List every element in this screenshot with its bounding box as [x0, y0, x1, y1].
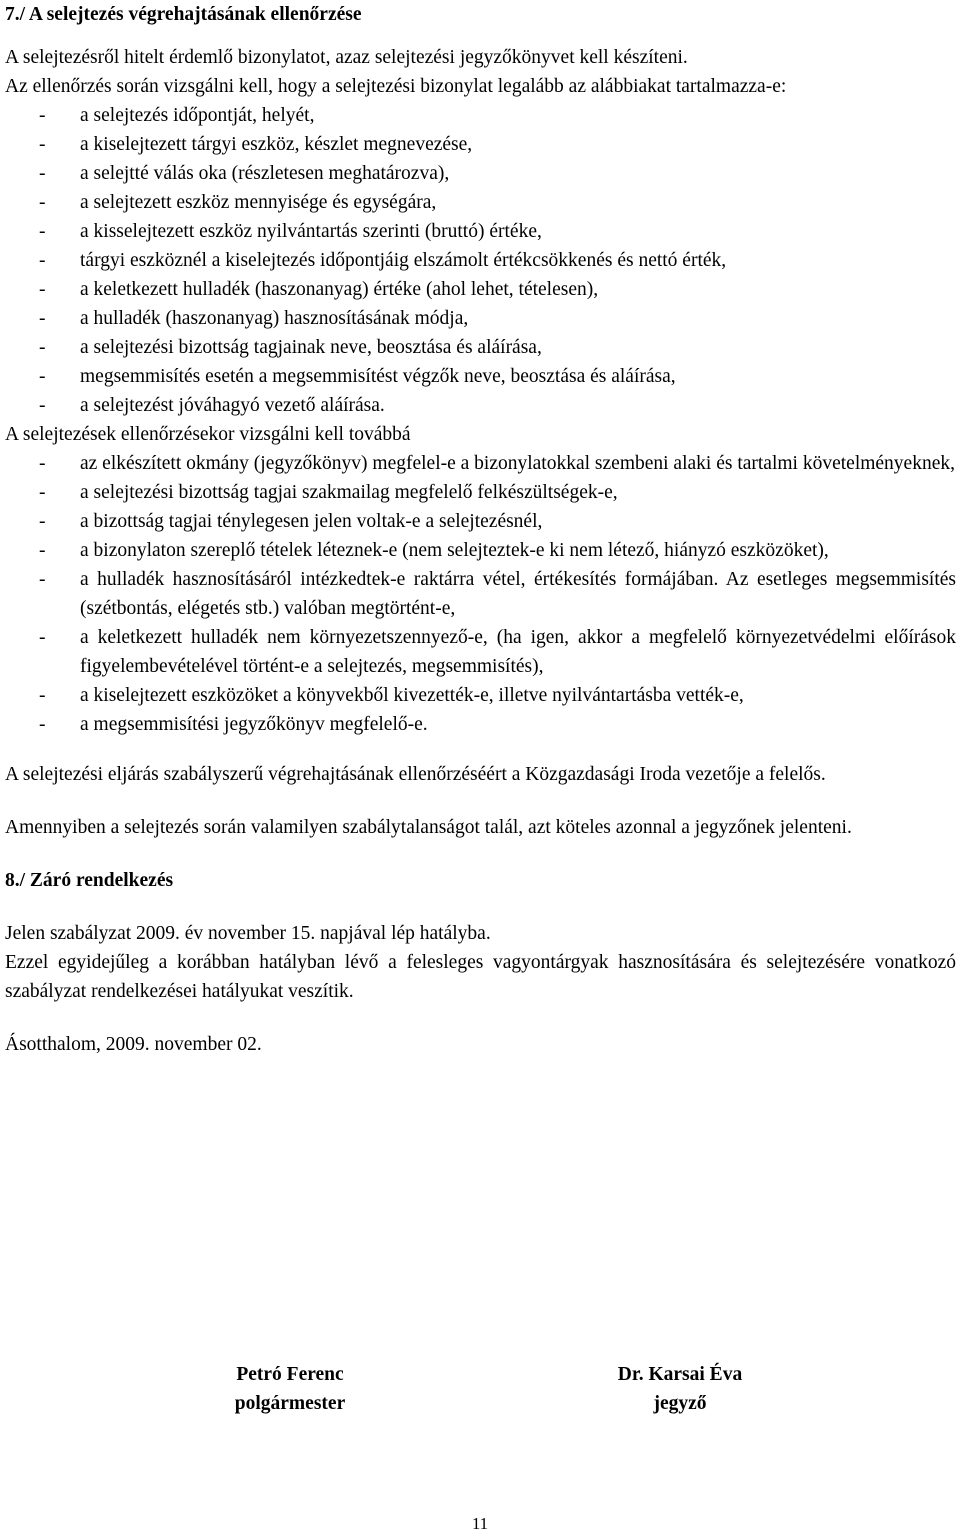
checklist-contents	[5, 101, 956, 420]
list-item: - a selejtté válás oka (részletesen meghatározva),	[5, 159, 956, 188]
list-item: - a selejtezés időpontját, helyét,	[5, 101, 956, 130]
list-item: - a keletkezett hulladék nem környezetszennyező-e, (ha igen, akkor a megfelelő környezetvédelmi előírások figyelembevételével történt-e a selejtezés, megsemmisítés),	[5, 623, 956, 681]
list-item: - a keletkezett hulladék (haszonanyag) értéke (ahol lehet, tételesen),	[5, 275, 956, 304]
list-item: - a selejtezési bizottság tagjai szakmailag megfelelő felkészültségek-e,	[5, 478, 956, 507]
list-item: - a bizottság tagjai ténylegesen jelen voltak-e a selejtezésnél,	[5, 507, 956, 536]
list-item: - a hulladék (haszonanyag) hasznosításának módja,	[5, 304, 956, 333]
section-8-paragraph-2: Ezzel egyidejűleg a korábban hatályban lévő a felesleges vagyontárgyak hasznosítására és selejtezésére vonatkozó szabályzat rendelkezései hatályukat veszítik.	[5, 952, 956, 1002]
list-item: - a kiselejtezett eszközöket a könyvekből kivezették-e, illetve nyilvántartásba vették-e,	[5, 681, 956, 710]
list-item: - a hulladék hasznosításáról intézkedtek-e raktárra vétel, értékesítés formájában. Az esetleges megsemmisítés (szétbontás, elégetés stb.) valóban megtörtént-e,	[5, 565, 956, 623]
signature-block-notary	[580, 1360, 780, 1418]
list-item: - a selejtezett eszköz mennyisége és egységára,	[5, 188, 956, 217]
section-7-heading: 7./ A selejtezés végrehajtásának ellenőrzése	[5, 4, 362, 25]
signature-name: Petró Ferenc	[236, 1364, 344, 1385]
list-item: - a selejtezést jóváhagyó vezető aláírása.	[5, 391, 956, 420]
page-number: 11	[471, 1514, 489, 1533]
section-8-paragraph-1: Jelen szabályzat 2009. év november 15. napjával lép hatályba.	[5, 923, 491, 944]
section-8-heading: 8./ Záró rendelkezés	[5, 870, 174, 891]
signature-title: polgármester	[234, 1393, 346, 1414]
list-item: - a kisselejtezett eszköz nyilvántartás szerinti (bruttó) értéke,	[5, 217, 956, 246]
section-7-paragraph-5: Amennyiben a selejtezés során valamilyen szabálytalanságot talál, azt köteles azonnal a jegyzőnek jelenteni.	[5, 817, 852, 838]
section-7-paragraph-1: A selejtezésről hitelt érdemlő bizonylatot, azaz selejtezési jegyzőkönyvet kell készíteni.	[5, 47, 688, 68]
list-item: - a kiselejtezett tárgyi eszköz, készlet megnevezése,	[5, 130, 956, 159]
place-and-date: Ásotthalom, 2009. november 02.	[5, 1034, 262, 1055]
section-7-paragraph-3: A selejtezések ellenőrzésekor vizsgálni kell továbbá	[5, 424, 411, 445]
section-7-paragraph-2: Az ellenőrzés során vizsgálni kell, hogy a selejtezési bizonylat legalább az alábbiakat tartalmazza-e:	[5, 76, 787, 97]
signature-title: jegyző	[653, 1393, 707, 1414]
signature-name: Dr. Karsai Éva	[617, 1364, 743, 1385]
list-item: - az elkészített okmány (jegyzőkönyv) megfelel-e a bizonylatokkal szembeni alaki és tartalmi követelményeknek,	[5, 449, 956, 478]
list-item: - a bizonylaton szereplő tételek léteznek-e (nem selejteztek-e ki nem létező, hiányzó eszközöket),	[5, 536, 956, 565]
checklist-additional	[5, 449, 956, 739]
list-item: - a selejtezési bizottság tagjainak neve, beosztása és aláírása,	[5, 333, 956, 362]
list-item: - tárgyi eszköznél a kiselejtezés időpontjáig elszámolt értékcsökkenés és nettó érték,	[5, 246, 956, 275]
list-item: - megsemmisítés esetén a megsemmisítést végzők neve, beosztása és aláírása,	[5, 362, 956, 391]
list-item: - a megsemmisítési jegyzőkönyv megfelelő-e.	[5, 710, 956, 739]
signature-block-mayor	[190, 1360, 390, 1418]
document-page	[5, 0, 956, 1059]
section-7-paragraph-4: A selejtezési eljárás szabályszerű végrehajtásának ellenőrzéséért a Közgazdasági Iroda vezetője a felelős.	[5, 764, 826, 785]
